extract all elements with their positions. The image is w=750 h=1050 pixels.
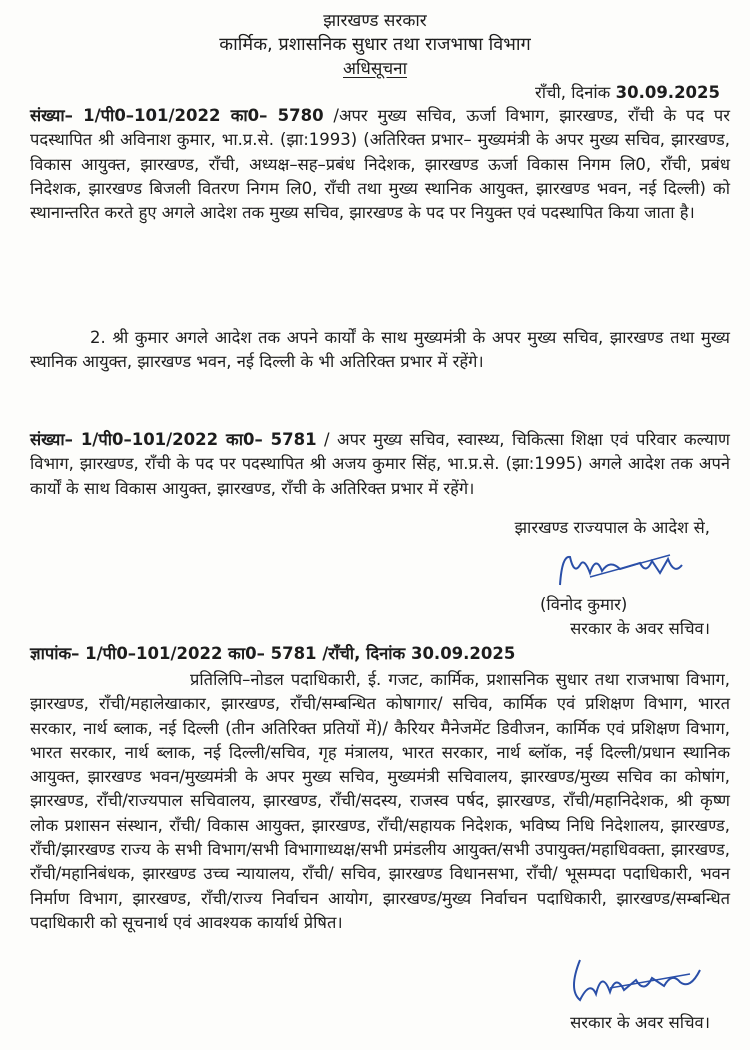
order-1-text: /अपर मुख्य सचिव, ऊर्जा विभाग, झारखण्ड, राँची के पद पर पदस्थापित श्री अविनाश कुमार, भा.प्र.से. (झा:1993) (अतिरिक्त प्रभार– मुख्यमंत्री के अपर मुख्य सचिव, झारखण्ड, विकास आयुक्त, झारखण्ड, राँची, अध्यक्ष–सह–प्रबंध निदेशक, झारखण्ड ऊर्जा विकास निगम लि0, राँची, प्रबंध निदेशक, झारखण्ड बिजली वितरण निगम लि0, राँची तथा मुख्य स्थानिक आयुक्त, झारखण्ड भवन, नई दिल्ली) को स्थानान्तरित करते हुए अगले आदेश तक मुख्य सचिव, झारखण्ड के पद पर नियुक्त एवं पदस्थापित किया जाता है। (30, 106, 730, 223)
order-1-number: संख्या– 1/पी0–101/2022 का0– 5780 (30, 106, 324, 125)
order-2-number: संख्या– 1/पी0–101/2022 का0– 5781 (30, 430, 317, 449)
order-2-text: / अपर मुख्य सचिव, स्वास्थ्य, चिकित्सा शिक्षा एवं परिवार कल्याण विभाग, झारखण्ड, राँची के पद पर पदस्थापित श्री अजय कुमार सिंह, भा.प्र.से. (झा:1995) अगले आदेश तक अपने कार्यों के साथ विकास आयुक्त, झारखण्ड, राँची के अतिरिक्त प्रभार में रहेंगे। (30, 430, 730, 498)
order-2 (30, 428, 730, 501)
signatory-name: (विनोद कुमार) (540, 595, 628, 614)
memo-number-line (30, 642, 730, 666)
notice-title (0, 56, 750, 79)
memo-signatory-designation: सरकार के अवर सचिव। (570, 1013, 710, 1032)
order-1 (30, 104, 730, 225)
copy-recipients: प्रतिलिपि–नोडल पदाधिकारी, ई. गजट, कार्मिक, प्रशासनिक सुधार तथा राजभाषा विभाग, झारखण्ड, राँची/महालेखाकार, झारखण्ड, राँची/सम्बन्धित कोषागार/ सचिव, कार्मिक एवं प्रशिक्षण विभाग, भारत सरकार, नार्थ ब्लाक, नई दिल्ली (तीन अतिरिक्त प्रतियों में)/ कैरियर मैनेजमेंट डिवीजन, कार्मिक एवं प्रशिक्षण विभाग, भारत सरकार, नार्थ ब्लाक, नई दिल्ली/सचिव, गृह मंत्रालय, भारत सरकार, नार्थ ब्लॉक, नई दिल्ली/प्रधान स्थानिक आयुक्त, झारखण्ड भवन/मुख्यमंत्री के अपर मुख्य सचिव, मुख्यमंत्री सचिवालय, झारखण्ड/मुख्य सचिव का कोषांग, झारखण्ड, राँची/राज्यपाल सचिवालय, झारखण्ड, राँची/सदस्य, राजस्व पर्षद, झारखण्ड, राँची/महानिदेशक, श्री कृष्ण लोक प्रशासन संस्थान, राँची/ विकास आयुक्त, झारखण्ड, राँची/सहायक निदेशक, भविष्य निधि निदेशालय, झारखण्ड, राँची/झारखण्ड राज्य के सभी विभाग/सभी विभागाध्यक्ष/सभी प्रमंडलीय आयुक्त/सभी उपायुक्त/महाधिवक्ता, झारखण्ड, राँची/महानिबंधक, झारखण्ड उच्च न्यायालय, राँची/ सचिव, झारखण्ड विधानसभा, राँची/ भूसम्पदा पदाधिकारी, भवन निर्माण विभाग, झारखण्ड, राँची/राज्य निर्वाचन आयोग, झारखण्ड/मुख्य निर्वाचन पदाधिकारी, झारखण्ड/सम्बन्धित पदाधिकारी को सूचनार्थ एवं आवश्यक कार्यार्थ प्रेषित। (30, 670, 730, 932)
signatory-designation: सरकार के अवर सचिव। (570, 619, 710, 638)
notice-date (535, 80, 720, 103)
department-heading: कार्मिक, प्रशासनिक सुधार तथा राजभाषा विभाग (219, 34, 531, 55)
place-date-prefix: राँची, दिनांक (534, 83, 611, 102)
memo-place-date: /राँची, दिनांक 30.09.2025 (316, 644, 516, 663)
order-1-point-2: 2. श्री कुमार अगले आदेश तक अपने कार्यों के साथ मुख्यमंत्री के अपर मुख्य सचिव, झारखण्ड तथा मुख्य स्थानिक आयुक्त, झारखण्ड भवन, नई दिल्ली के भी अतिरिक्त प्रभार में रहेंगे। (30, 328, 730, 372)
government-heading: झारखण्ड सरकार (323, 11, 427, 31)
by-order-line: झारखण्ड राज्यपाल के आदेश से, (514, 518, 710, 537)
date: 30.09.2025 (615, 83, 720, 102)
notice-title-text: अधिसूचना (343, 59, 407, 79)
memo-number: ज्ञापांक– 1/पी0–101/2022 का0– 5781 (30, 644, 317, 663)
